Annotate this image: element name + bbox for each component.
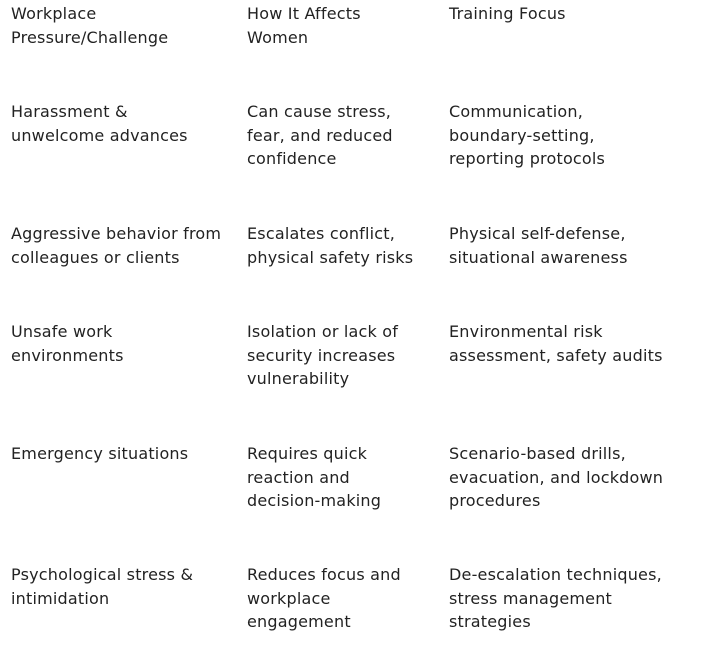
row-5-training: De-escalation techniques, stress management strategies xyxy=(449,565,662,631)
row-5-effect: Reduces focus and workplace engagement xyxy=(247,565,401,631)
row-4-training: Scenario-based drills, evacuation, and lockdown procedures xyxy=(449,444,664,510)
row-1-challenge: Harassment & unwelcome advances xyxy=(11,102,188,145)
header-how-it-affects-women: How It Affects Women xyxy=(247,4,361,47)
row-3-challenge: Unsafe work environments xyxy=(11,322,124,365)
header-workplace-pressure: Workplace Pressure/Challenge xyxy=(11,4,169,47)
row-1-effect: Can cause stress, fear, and reduced confidence xyxy=(247,102,393,168)
row-1-training: Communication, boundary-setting, reporting protocols xyxy=(449,102,606,168)
row-2-training: Physical self-defense, situational awareness xyxy=(449,224,628,267)
row-2-effect: Escalates conflict, physical safety risks xyxy=(247,224,414,267)
row-3-training: Environmental risk assessment, safety audits xyxy=(449,322,663,365)
row-3-effect: Isolation or lack of security increases vulnerability xyxy=(247,322,399,388)
header-training-focus: Training Focus xyxy=(449,4,566,23)
row-4-challenge: Emergency situations xyxy=(11,444,189,463)
row-4-effect: Requires quick reaction and decision-making xyxy=(247,444,382,510)
row-5-challenge: Psychological stress & intimidation xyxy=(11,565,194,608)
row-2-challenge: Aggressive behavior from colleagues or clients xyxy=(11,224,222,267)
